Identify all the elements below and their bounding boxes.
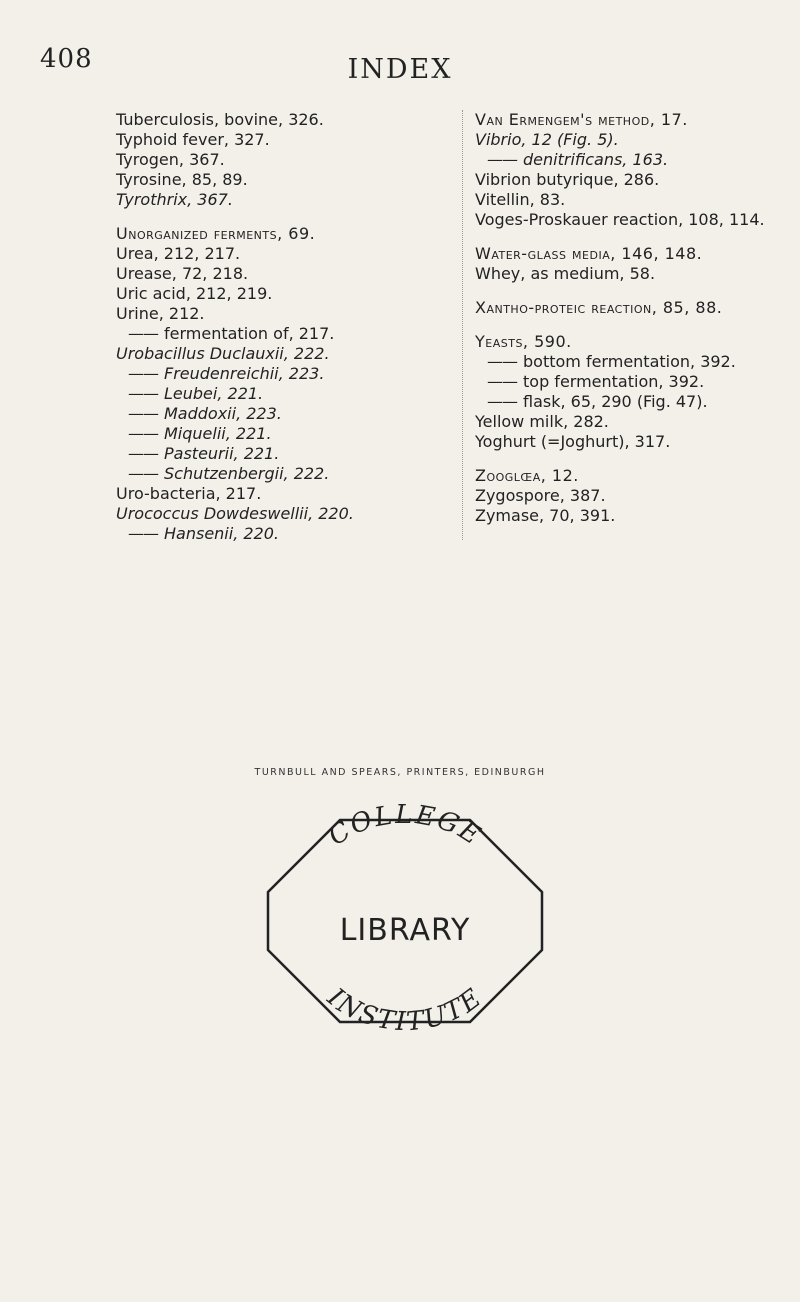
stamp-label: LIBRARY [339,913,471,948]
index-entry: Uric acid, 212, 219. [116,284,273,303]
library-stamp [260,800,550,1032]
index-subentry: —— fermentation of, 217. [116,324,451,344]
index-entry: Yellow milk, 282. [475,412,609,431]
index-group [116,110,451,210]
index-group [475,332,800,452]
index-entry: Tuberculosis, bovine, 326. [116,110,324,129]
index-column-left [116,110,451,558]
index-entry: Voges-Proskauer reaction, 108, 114. [475,210,765,229]
index-entry: Water-glass media, 146, 148. [475,244,703,263]
index-subentry: —— denitrificans, 163. [475,150,800,170]
index-entry: Tyrothrix, 367. [116,190,233,209]
index-subentry: —— flask, 65, 290 (Fig. 47). [475,392,800,412]
index-entry: Urease, 72, 218. [116,264,249,283]
stamp-bottom-text: INSTITUTE [321,982,489,1032]
index-entry: Van Ermengem's method, 17. [475,110,688,129]
index-entry: Zygospore, 387. [475,486,606,505]
index-entry: Unorganized ferments, 69. [116,224,316,243]
index-entry: Urococcus Dowdeswellii, 220. [116,504,354,523]
index-entry: Xantho-proteic reaction, 85, 88. [475,298,723,317]
page-title: INDEX [347,54,453,85]
index-subentry: —— bottom fermentation, 392. [475,352,800,372]
index-subentry: —— Freudenreichii, 223. [116,364,451,384]
index-group [475,110,800,230]
printer-imprint: TURNBULL AND SPEARS, PRINTERS, EDINBURGH [254,767,546,778]
index-group [475,244,800,284]
index-entry: Tyrosine, 85, 89. [116,170,248,189]
index-entry: Vitellin, 83. [475,190,566,209]
index-entry: Urea, 212, 217. [116,244,241,263]
index-column-right [462,110,800,540]
index-entry: Urine, 212. [116,304,205,323]
index-entry: Zymase, 70, 391. [475,506,616,525]
index-group [475,466,800,526]
index-entry: Typhoid fever, 327. [116,130,270,149]
page-number: 408 [40,44,93,74]
index-entry: Yeasts, 590. [475,332,572,351]
index-subentry: —— Maddoxii, 223. [116,404,451,424]
index-subentry: —— Schutzenbergii, 222. [116,464,451,484]
index-subentry: —— Hansenii, 220. [116,524,451,544]
index-entry: Urobacillus Duclauxii, 222. [116,344,330,363]
index-subentry: —— Leubei, 221. [116,384,451,404]
index-group [475,298,800,318]
index-entry: Uro-bacteria, 217. [116,484,262,503]
index-entry: Whey, as medium, 58. [475,264,656,283]
index-subentry: —— Miquelii, 221. [116,424,451,444]
index-subentry: —— Pasteurii, 221. [116,444,451,464]
index-entry: Vibrion butyrique, 286. [475,170,660,189]
index-entry: Zooglœa, 12. [475,466,579,485]
stamp-top-text: COLLEGE [323,800,487,852]
index-entry: Tyrogen, 367. [116,150,225,169]
index-entry: Yoghurt (=Joghurt), 317. [475,432,671,451]
index-group [116,224,451,544]
index-entry: Vibrio, 12 (Fig. 5). [475,130,619,149]
index-subentry: —— top fermentation, 392. [475,372,800,392]
